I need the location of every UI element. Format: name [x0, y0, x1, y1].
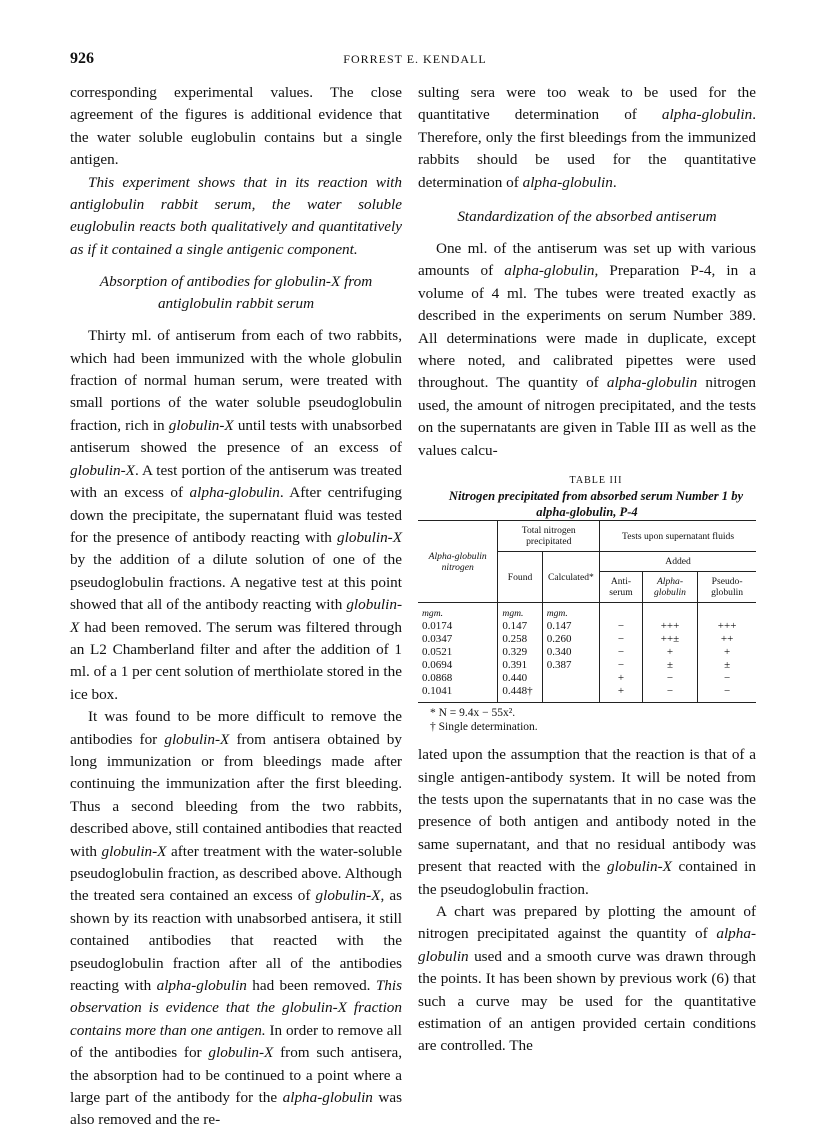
data-table [418, 520, 756, 703]
table-row [418, 685, 756, 703]
cell-alpha-n: 0.0174 [418, 620, 498, 633]
cell-calculated [542, 685, 599, 703]
paragraph: sulting sera were too weak to be used for the quantitative determination of alpha-globulin. Therefore, only the first bleedings from the immunized rabbits should be used for the quantitative determination of alpha-globulin. [418, 84, 756, 191]
cell-calculated: 0.147 [542, 620, 599, 633]
paragraph: One ml. of the antiserum was set up with various amounts of alpha-globulin, Preparation P-4, in a volume of 4 ml. The tubes were treated exactly as described in the experiments on serum Number 389. All determinations were made in duplicate, except where noted, and calibrated pipettes were used throughout. The quantity of alpha-globulin nitrogen used, the amount of nitrogen precipitated, and the tests on the supernatants are given in Table III as well as the values calcu- [418, 240, 756, 459]
col-header-pseudoglobulin: Pseudo-globulin [711, 576, 744, 599]
cell-alpha: ++± [642, 633, 697, 646]
cell-found: 0.147 [498, 620, 542, 633]
col-header-antiserum: Anti-serum [600, 572, 643, 603]
left-column [70, 82, 402, 1132]
section-heading-absorption: Absorption of antibodies for globulin-X from antiglobulin rabbit serum [99, 273, 373, 313]
paragraph: Thirty ml. of antiserum from each of two rabbits, which had been immunized with the whole globulin fraction of normal human serum, were treated with small portions of the water soluble pseudoglobulin fraction, rich in globulin-X until tests with unabsorbed antiserum showed the presence of an excess of globulin-X. A test portion of the antiserum was treated with an excess of alpha-globulin. After centrifuging down the precipitate, the supernatant fluid was tested for the presence of antibody reacting with globulin-X by the addition of a dilute solution of one of the pseudoglobulin fractions. A negative test at this point showed that all of the antibody reacting with globulin-X had been removed. The serum was filtered through an L2 Chamberland filter and after the addition of 1 ml. of a 1 per cent solution of merthiolate stored in the ice box. [70, 327, 402, 703]
section-heading-standardization: Standardization of the absorbed antiserum [457, 208, 717, 226]
unit-cell: mgm. [542, 603, 599, 621]
table-row [418, 659, 756, 672]
unit-cell: mgm. [418, 603, 498, 621]
col-header-found: Found [498, 552, 542, 603]
footnote-formula: * N = 9.4x − 55x². [430, 707, 516, 720]
cell-alpha: − [642, 672, 697, 685]
cell-alpha: − [642, 685, 697, 703]
paragraph: lated upon the assumption that the reaction is that of a single antigen-antibody system. It will be noted from the tests upon the supernatants that in no case was the presence of both antigen and antibody noted in the same supernatant, and that no residual antibody was present that reacted with the globulin-X contained in the pseudoglobulin fraction. [418, 746, 756, 898]
table-row [418, 633, 756, 646]
cell-found: 0.329 [498, 646, 542, 659]
cell-alpha-n: 0.0347 [418, 633, 498, 646]
table-row [418, 646, 756, 659]
cell-antiserum: − [600, 620, 643, 633]
cell-found: 0.448† [498, 685, 542, 703]
cell-pseudo: − [723, 672, 731, 685]
unit-cell: mgm. [498, 603, 542, 621]
cell-antiserum: − [600, 633, 643, 646]
cell-alpha-n: 0.0694 [418, 659, 498, 672]
col-header-alpha-globulin: Alpha-globulin [642, 572, 697, 603]
paragraph-conclusion: This experiment shows that in its reaction with antiglobulin rabbit serum, the water soluble euglobulin reacts both qualitatively and quantitatively as if it contained a single antigenic component. [70, 173, 402, 258]
col-header-tests: Tests upon supernatant fluids [600, 521, 756, 552]
table-row [418, 620, 756, 633]
col-header-alpha-globulin-nitrogen: Alpha-globulin nitrogen [418, 521, 498, 603]
cell-alpha: +++ [642, 620, 697, 633]
cell-pseudo: +++ [717, 620, 737, 633]
cell-alpha-n: 0.0868 [418, 672, 498, 685]
col-header-calculated: Calculated* [542, 552, 599, 603]
cell-pseudo: ± [724, 659, 731, 672]
cell-alpha: + [642, 646, 697, 659]
cell-alpha-n: 0.1041 [418, 685, 498, 703]
col-header-total-nitrogen: Total nitrogen precipitated [498, 521, 600, 552]
running-head: FORREST E. KENDALL [343, 52, 487, 66]
col-header-added: Added [600, 552, 756, 572]
cell-calculated: 0.340 [542, 646, 599, 659]
table-label: TABLE III [569, 475, 623, 487]
cell-pseudo: + [723, 646, 731, 659]
cell-antiserum: − [600, 659, 643, 672]
cell-calculated [542, 672, 599, 685]
cell-antiserum: + [600, 685, 643, 703]
page-number: 926 [70, 50, 94, 67]
table-footnotes [430, 706, 756, 734]
cell-alpha: ± [642, 659, 697, 672]
table-caption: Nitrogen precipitated from absorbed serum Number 1 by alpha-globulin, P-4 [448, 489, 744, 520]
cell-calculated: 0.260 [542, 633, 599, 646]
paragraph: corresponding experimental values. The close agreement of the figures is additional evidence that the water soluble euglobulin contains but a single antigen. [70, 84, 402, 169]
page-header [70, 50, 760, 74]
table-iii [418, 474, 756, 734]
cell-calculated: 0.387 [542, 659, 599, 672]
right-column [418, 82, 756, 1058]
cell-found: 0.391 [498, 659, 542, 672]
cell-alpha-n: 0.0521 [418, 646, 498, 659]
cell-antiserum: + [600, 672, 643, 685]
cell-antiserum: − [600, 646, 643, 659]
units-row [418, 603, 756, 621]
paragraph: It was found to be more difficult to remove the antibodies for globulin-X from antisera obtained by long immunization or from bleedings made after continuing the immunization after the first bleeding. Thus a second bleeding from the two rabbits, described above, still contained antibodies that reacted with globulin-X after treatment with the water-soluble pseudoglobulin fraction, as described above. Although the treated sera contained an excess of globulin-X, as shown by its reaction with unabsorbed antisera, it still contained antibodies that reacted with the pseudoglobulin fraction after all of the antibodies reacting with alpha-globulin had been removed. This observation is evidence that the globulin-X fraction contains more than one antigen. In order to remove all of the antibodies for globulin-X from such antisera, the absorption had to be continued to a point where a large part of the antibody for the alpha-globulin was also removed and the re- [70, 708, 402, 1129]
cell-pseudo: − [723, 685, 731, 698]
cell-found: 0.440 [498, 672, 542, 685]
table-row [418, 672, 756, 685]
footnote-single-determination: † Single determination. [430, 721, 538, 734]
cell-pseudo: ++ [720, 633, 734, 646]
paragraph: A chart was prepared by plotting the amount of nitrogen precipitated against the quantity of alpha-globulin used and a smooth curve was drawn through the points. It has been shown by previous work (6) that such a curve may be used for the quantitative estimation of an antigen provided certain conditions are controlled. The [418, 902, 756, 1055]
cell-found: 0.258 [498, 633, 542, 646]
